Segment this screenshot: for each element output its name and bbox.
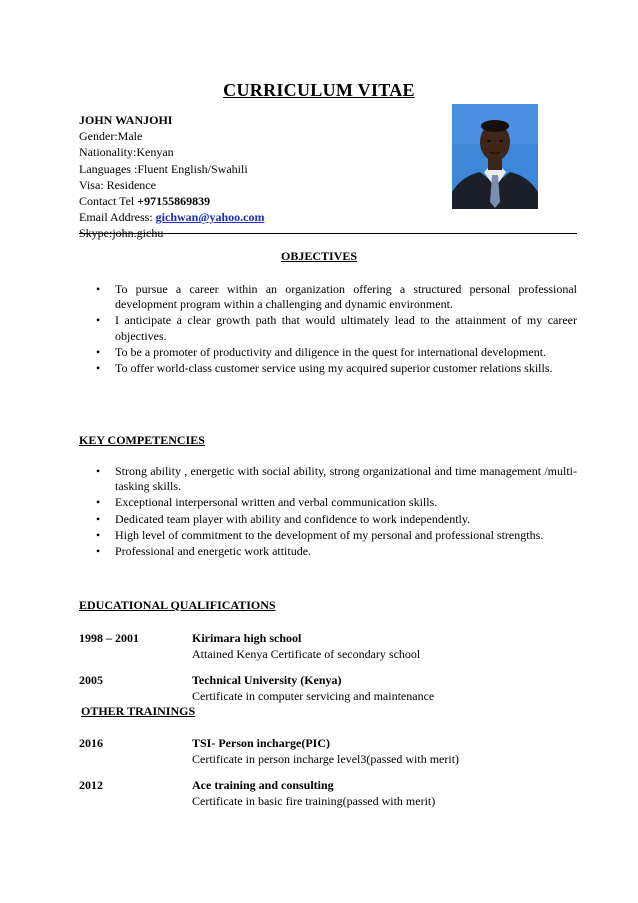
entry-detail: Certificate in computer servicing and maintenance: [192, 689, 435, 703]
education-heading: EDUCATIONAL QUALIFICATIONS: [79, 598, 276, 612]
list-item: [79, 282, 577, 312]
entry-detail: Certificate in person incharge level3(passed with merit): [192, 752, 460, 766]
entry-years: 1998 – 2001: [79, 631, 139, 645]
bullet-icon: •: [96, 344, 101, 359]
profile-photo: [452, 104, 538, 209]
nationality-line: Nationality:Kenyan: [79, 145, 174, 160]
bullet-icon: •: [96, 282, 101, 296]
contact-line: [79, 193, 265, 209]
list-item-text: To offer world-class customer service using my acquired superior customer relations skills.: [115, 361, 553, 376]
bullet-icon: •: [96, 313, 101, 328]
list-item: [79, 528, 577, 543]
list-item-text: To be a promoter of productivity and diligence in the quest for international development.: [115, 344, 547, 359]
contact-phone: +97155869839: [137, 194, 211, 209]
contact-label: Contact Tel: [79, 194, 138, 209]
competencies-heading: KEY COMPETENCIES: [79, 433, 205, 447]
languages-line: Languages :Fluent English/Swahili: [79, 161, 248, 176]
list-item-text: Dedicated team player with ability and confidence to work independently.: [115, 511, 471, 526]
document-title: CURRICULUM VITAE: [223, 80, 415, 100]
gender-line: Gender:Male: [79, 129, 143, 144]
bullet-icon: •: [96, 495, 101, 510]
entry-detail: Attained Kenya Certificate of secondary school: [192, 647, 421, 661]
email-link[interactable]: gichwan@yahoo.com: [155, 210, 265, 225]
list-item: [79, 512, 577, 527]
person-name: JOHN WANJOHI: [79, 113, 173, 127]
bullet-icon: •: [96, 361, 101, 376]
list-item-text: Exceptional interpersonal written and verbal communication skills.: [115, 495, 438, 510]
list-item: [79, 464, 577, 494]
bullet-icon: •: [96, 511, 101, 526]
list-item-text: Professional and energetic work attitude.: [115, 544, 312, 559]
header-divider: [79, 233, 577, 234]
email-line: [79, 209, 265, 225]
bullet-icon: •: [96, 544, 101, 559]
objectives-list: [79, 282, 577, 377]
list-item: [79, 495, 577, 510]
list-item-text: Strong ability , energetic with social ability, strong organizational and time management /multi-tasking skills.: [115, 464, 577, 494]
entry-detail: Certificate in basic fire training(passed with merit): [192, 794, 436, 808]
list-item: [79, 345, 577, 360]
portrait-image: [452, 104, 538, 209]
visa-line: Visa: Residence: [79, 177, 156, 192]
entry-years: 2005: [79, 673, 103, 687]
trainings-heading: OTHER TRAININGS: [81, 704, 196, 718]
bullet-icon: •: [96, 527, 101, 542]
email-label: Email Address:: [79, 210, 156, 225]
competencies-list: [79, 464, 577, 560]
entry-institution: Technical University (Kenya): [192, 673, 342, 687]
list-item-text: I anticipate a clear growth path that would ultimately lead to the attainment of my career objectives.: [115, 313, 577, 343]
entry-institution: TSI- Person incharge(PIC): [192, 736, 330, 750]
entry-years: 2016: [79, 736, 103, 750]
list-item: [79, 313, 577, 343]
list-item: [79, 544, 577, 559]
objectives-heading: OBJECTIVES: [280, 249, 358, 263]
bullet-icon: •: [96, 464, 101, 478]
list-item-text: To pursue a career within an organization offering a structured personal professional development program within a challenging and dynamic environment.: [115, 282, 577, 312]
entry-institution: Kirimara high school: [192, 631, 302, 645]
personal-info: [79, 112, 265, 242]
skype-line: Skype:john.gichu: [79, 226, 164, 241]
entry-years: 2012: [79, 778, 103, 792]
entry-institution: Ace training and consulting: [192, 778, 334, 792]
list-item-text: High level of commitment to the development of my personal and professional strengths.: [115, 527, 544, 542]
list-item: [79, 361, 577, 376]
